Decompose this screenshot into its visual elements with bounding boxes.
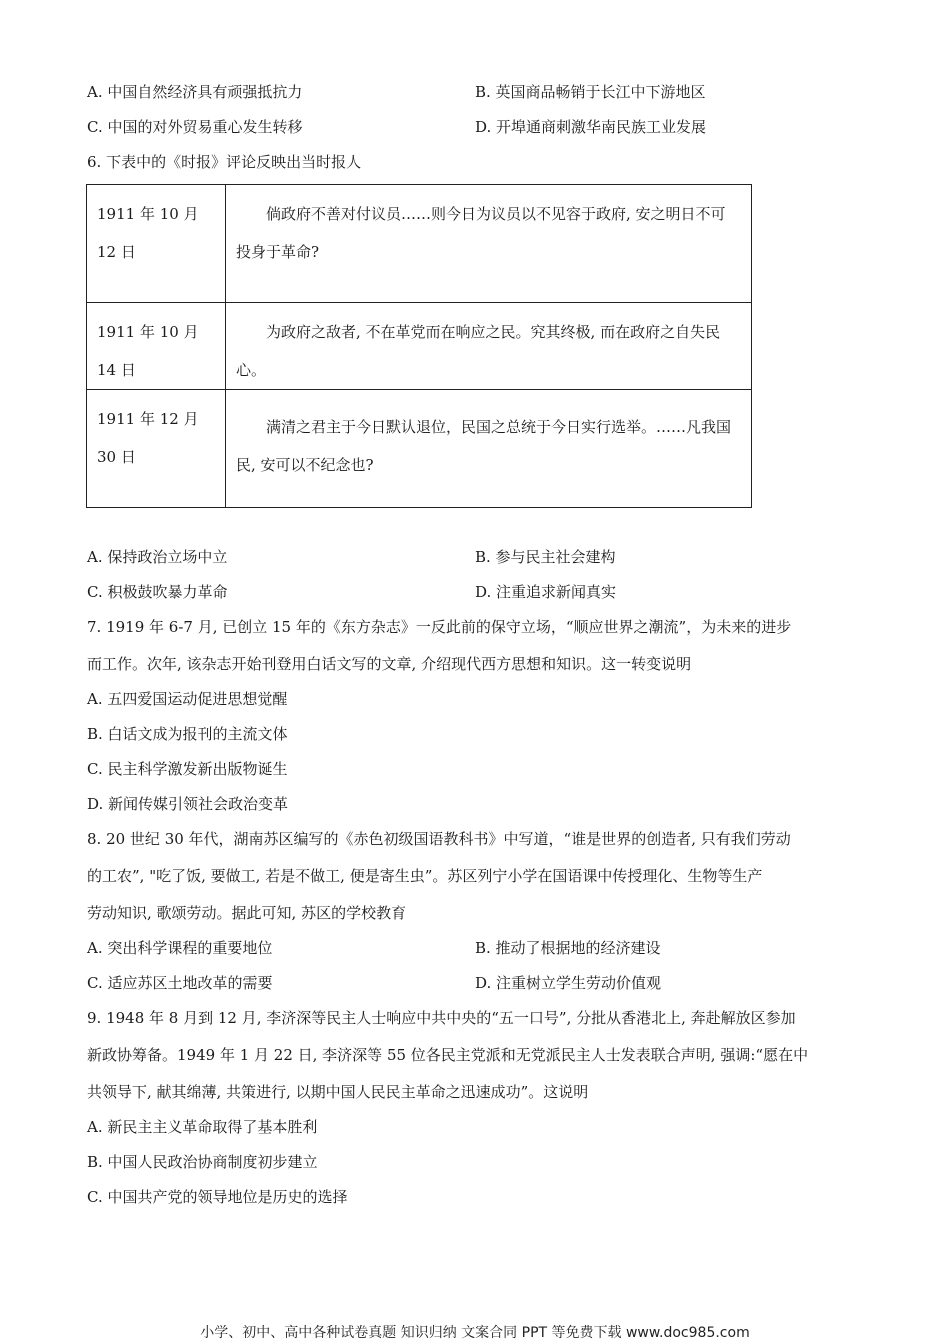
q6-stem: 6. 下表中的《时报》评论反映出当时报人 xyxy=(87,153,362,171)
date-line: 12 日 xyxy=(97,243,136,261)
q7-option-c: C. 民主科学激发新出版物诞生 xyxy=(87,760,288,778)
quote-text: 倘政府不善对付议员……则今日为议员以不见容于政府, 安之明日不可投身于革命? xyxy=(236,205,726,261)
q8-option-b: B. 推动了根据地的经济建设 xyxy=(475,939,661,957)
page-footer: 小学、初中、高中各种试卷真题 知识归纳 文案合同 PPT 等免费下载 www.doc985.com xyxy=(200,1325,750,1341)
q8-stem-line-1: 8. 20 世纪 30 年代，湖南苏区编写的《赤色初级国语教科书》中写道，“谁是世界的创造者, 只有我们劳动 xyxy=(87,830,791,848)
q5-option-c: C. 中国的对外贸易重心发生转移 xyxy=(87,118,303,136)
q9-option-a: A. 新民主主义革命取得了基本胜利 xyxy=(87,1118,318,1136)
date-line: 1911 年 10 月 xyxy=(97,323,199,341)
q5-option-a: A. 中国自然经济具有顽强抵抗力 xyxy=(87,83,303,101)
q6-option-b: B. 参与民主社会建构 xyxy=(475,548,616,566)
q6-table xyxy=(86,184,752,508)
q6-option-c: C. 积极鼓吹暴力革命 xyxy=(87,583,228,601)
q5-option-b: B. 英国商品畅销于长江中下游地区 xyxy=(475,83,706,101)
table-row xyxy=(87,185,752,303)
q5-option-d: D. 开埠通商刺激华南民族工业发展 xyxy=(475,118,707,136)
q7-stem-line-1: 7. 1919 年 6-7 月, 已创立 15 年的《东方杂志》一反此前的保守立场，“顺应世界之潮流”，为未来的进步 xyxy=(87,618,792,636)
quote-text: 为政府之敌者, 不在革党而在响应之民。究其终极, 而在政府之自失民心。 xyxy=(236,323,721,379)
table-date-cell xyxy=(87,303,226,390)
q8-option-d: D. 注重树立学生劳动价值观 xyxy=(475,974,662,992)
date-line: 1911 年 12 月 xyxy=(97,410,199,428)
date-line: 14 日 xyxy=(97,361,136,379)
table-date-cell xyxy=(87,390,226,508)
q9-stem-line-1: 9. 1948 年 8 月到 12 月, 李济深等民主人士响应中共中央的“五一口号”, 分批从香港北上, 奔赴解放区参加 xyxy=(87,1009,796,1027)
q8-stem-line-3: 劳动知识, 歌颂劳动。据此可知, 苏区的学校教育 xyxy=(87,904,407,922)
q6-option-d: D. 注重追求新闻真实 xyxy=(475,583,617,601)
date-line: 1911 年 10 月 xyxy=(97,205,199,223)
q7-option-d: D. 新闻传媒引领社会政治变革 xyxy=(87,795,289,813)
q9-option-b: B. 中国人民政治协商制度初步建立 xyxy=(87,1153,318,1171)
q6-option-a: A. 保持政治立场中立 xyxy=(87,548,228,566)
q9-stem-line-3: 共领导下, 献其绵薄, 共策进行, 以期中国人民民主革命之迅速成功”。这说明 xyxy=(87,1083,589,1101)
q9-stem-line-2: 新政协筹备。1949 年 1 月 22 日, 李济深等 55 位各民主党派和无党派民主人士发表联合声明, 强调:“愿在中 xyxy=(87,1046,809,1064)
q7-option-a: A. 五四爱国运动促进思想觉醒 xyxy=(87,690,288,708)
table-content-cell xyxy=(226,390,752,508)
table-row xyxy=(87,390,752,508)
table-content-cell xyxy=(226,303,752,390)
q7-stem-line-2: 而工作。次年, 该杂志开始刊登用白话文写的文章, 介绍现代西方思想和知识。这一转变说明 xyxy=(87,655,692,673)
table-row xyxy=(87,303,752,390)
q8-stem-line-2: 的工农”, "吃了饭, 要做工, 若是不做工, 便是寄生虫”。苏区列宁小学在国语课中传授理化、生物等生产 xyxy=(87,867,763,885)
quote-text: 满清之君主于今日默认退位，民国之总统于今日实行选举。……凡我国民, 安可以不纪念也? xyxy=(236,418,732,474)
q8-option-a: A. 突出科学课程的重要地位 xyxy=(87,939,273,957)
q9-option-c: C. 中国共产党的领导地位是历史的选择 xyxy=(87,1188,348,1206)
table-date-cell xyxy=(87,185,226,303)
date-line: 30 日 xyxy=(97,448,136,466)
q7-option-b: B. 白话文成为报刊的主流文体 xyxy=(87,725,288,743)
table-content-cell xyxy=(226,185,752,303)
q8-option-c: C. 适应苏区土地改革的需要 xyxy=(87,974,273,992)
